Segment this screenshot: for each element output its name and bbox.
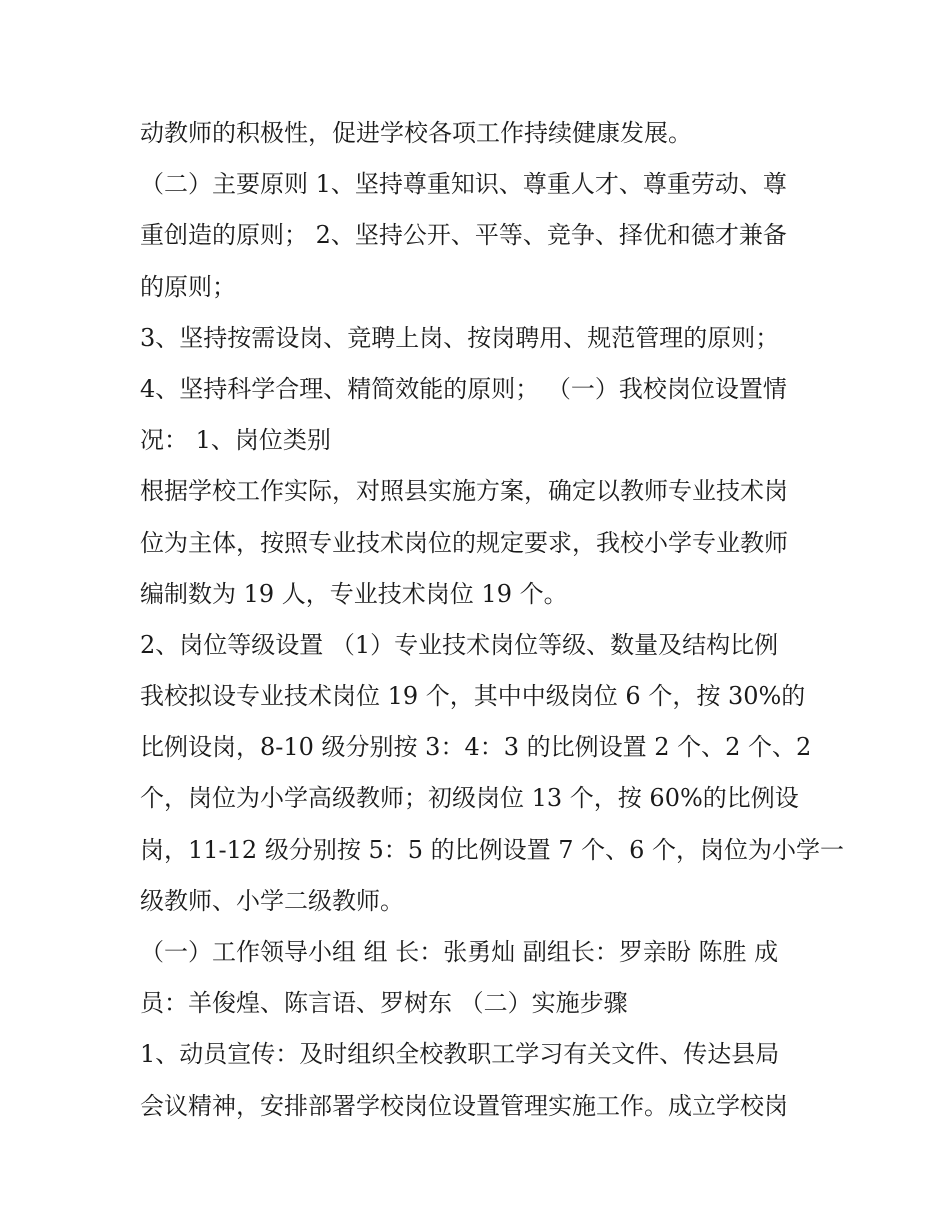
text-line: 3、坚持按需设岗、竞聘上岗、按岗聘用、规范管理的原则； <box>140 323 780 352</box>
text-line: （二）主要原则 1、坚持尊重知识、尊重人才、尊重劳动、尊 <box>140 170 787 199</box>
text-line: 1、动员宣传：及时组织全校教职工学习有关文件、传达县局 <box>140 1040 780 1069</box>
text-line: 况： 1、岗位类别 <box>140 426 331 455</box>
text-line: 个，岗位为小学高级教师；初级岗位 13 个，按 60%的比例设 <box>140 784 799 813</box>
text-line: 根据学校工作实际，对照县实施方案，确定以教师专业技术岗 <box>140 477 788 506</box>
text-line: 岗，11-12 级分别按 5：5 的比例设置 7 个、6 个，岗位为小学一 <box>140 835 845 864</box>
text-line: 比例设岗，8-10 级分别按 3：4：3 的比例设置 2 个、2 个、2 <box>140 733 812 762</box>
text-line: 4、坚持科学合理、精简效能的原则； （一）我校岗位设置情 <box>140 374 787 403</box>
text-line: 编制数为 19 人，专业技术岗位 19 个。 <box>140 579 568 608</box>
text-line: 级教师、小学二级教师。 <box>140 886 404 915</box>
text-line: 2、岗位等级设置 （1）专业技术岗位等级、数量及结构比例 <box>140 630 779 659</box>
text-line: 员：羊俊煌、陈言语、罗树东 （二）实施步骤 <box>140 989 628 1018</box>
text-line: 位为主体，按照专业技术岗位的规定要求，我校小学专业教师 <box>140 528 788 557</box>
text-line: 动教师的积极性，促进学校各项工作持续健康发展。 <box>140 119 692 147</box>
text-line: 我校拟设专业技术岗位 19 个，其中中级岗位 6 个，按 30%的 <box>140 682 806 711</box>
document-body <box>140 108 845 1132</box>
text-line: 的原则； <box>140 272 236 301</box>
text-line: 会议精神，安排部署学校岗位设置管理实施工作。成立学校岗 <box>140 1091 788 1120</box>
text-line: （一）工作领导小组 组 长：张勇灿 副组长：罗亲盼 陈胜 成 <box>140 938 779 966</box>
text-line: 重创造的原则； 2、坚持公开、平等、竞争、择优和德才兼备 <box>140 221 787 250</box>
